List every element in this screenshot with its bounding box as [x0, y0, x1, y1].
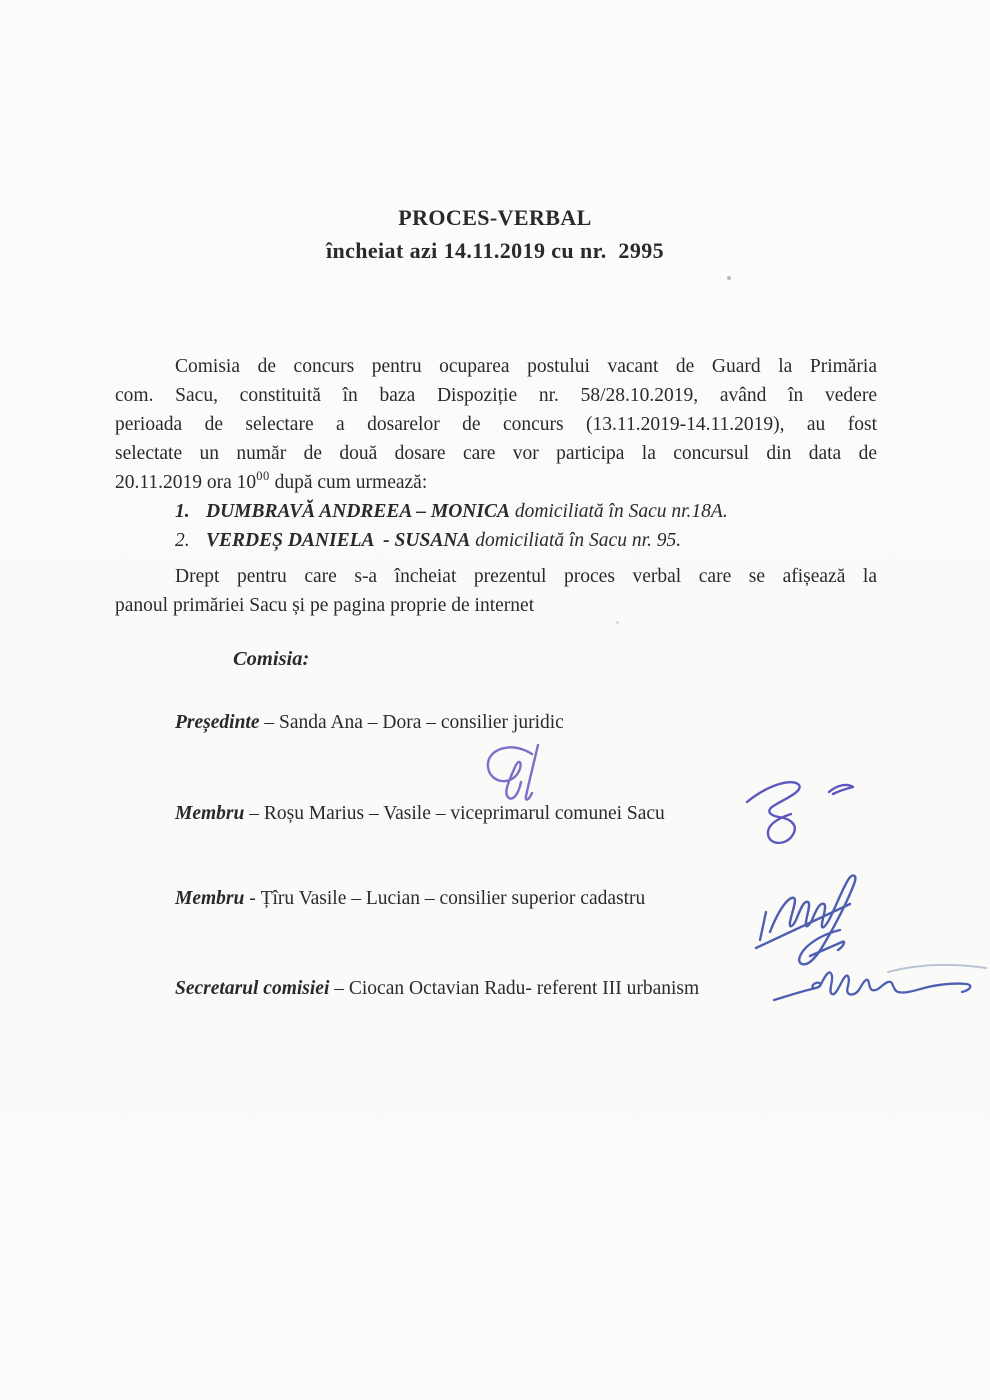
- signature-member2-ink: [750, 868, 875, 973]
- scan-speck: [616, 621, 619, 624]
- document-header: [0, 201, 990, 267]
- committee-member-line: [175, 712, 564, 734]
- text-line: com. Sacu, constituită în baza Dispoziție nr. 58/28.10.2019, având în vedere: [115, 385, 877, 406]
- list-number: 2.: [175, 530, 190, 551]
- list-item: [175, 497, 728, 526]
- candidate-list: [175, 497, 728, 555]
- closing-paragraph: [115, 562, 877, 620]
- superscript-hour: 00: [256, 469, 270, 483]
- candidate-detail: domiciliată în Sacu nr.18A.: [509, 501, 728, 522]
- signature-secretary-ink: [770, 950, 988, 1018]
- candidate-name: DUMBRAVĂ ANDREEA – MONICA: [206, 501, 510, 522]
- candidate-detail: domiciliată în Sacu nr. 95.: [470, 530, 682, 551]
- committee-member-line: [175, 978, 699, 1000]
- document-title: PROCES-VERBAL: [398, 205, 592, 230]
- text-segment: după cum urmează:: [269, 472, 428, 493]
- committee-member-line: [175, 803, 665, 825]
- list-item: [175, 526, 728, 555]
- member-role: Membru: [175, 803, 245, 824]
- candidate-name: VERDEȘ DANIELA - SUSANA: [206, 530, 471, 551]
- member-detail: – Roșu Marius – Vasile – viceprimarul comunei Sacu: [244, 803, 665, 824]
- member-role: Președinte: [175, 712, 260, 733]
- text-segment: 20.11.2019 ora 10: [115, 472, 257, 493]
- document-subtitle: încheiat azi 14.11.2019 cu nr. 2995: [325, 238, 665, 263]
- committee-member-line: [175, 888, 645, 910]
- text-line: [115, 468, 877, 499]
- scan-speck: [727, 276, 731, 280]
- text-line: perioada de selectare a dosarelor de concurs (13.11.2019-14.11.2019), au fost: [115, 414, 877, 435]
- member-role: Secretarul comisiei: [175, 978, 330, 999]
- intro-paragraph: [115, 352, 877, 499]
- member-detail: - Țîru Vasile – Lucian – consilier superior cadastru: [244, 888, 646, 909]
- member-role: Membru: [175, 888, 245, 909]
- text-line: Comisia de concurs pentru ocuparea postului vacant de Guard la Primăria: [175, 356, 877, 377]
- text-line: selectate un număr de două dosare care vor participa la concursul din data de: [115, 443, 877, 464]
- text-line: Drept pentru care s-a încheiat prezentul proces verbal care se afișează la: [175, 566, 877, 587]
- text-line: panoul primăriei Sacu și pe pagina proprie de internet: [115, 595, 535, 616]
- list-number: 1.: [175, 501, 190, 522]
- member-detail: – Sanda Ana – Dora – consilier juridic: [259, 712, 564, 733]
- committee-heading: Comisia:: [233, 648, 310, 670]
- signature-president-ink: [470, 740, 580, 808]
- signature-member1-ink: [735, 772, 865, 857]
- member-detail: – Ciocan Octavian Radu- referent III urbanism: [329, 978, 700, 999]
